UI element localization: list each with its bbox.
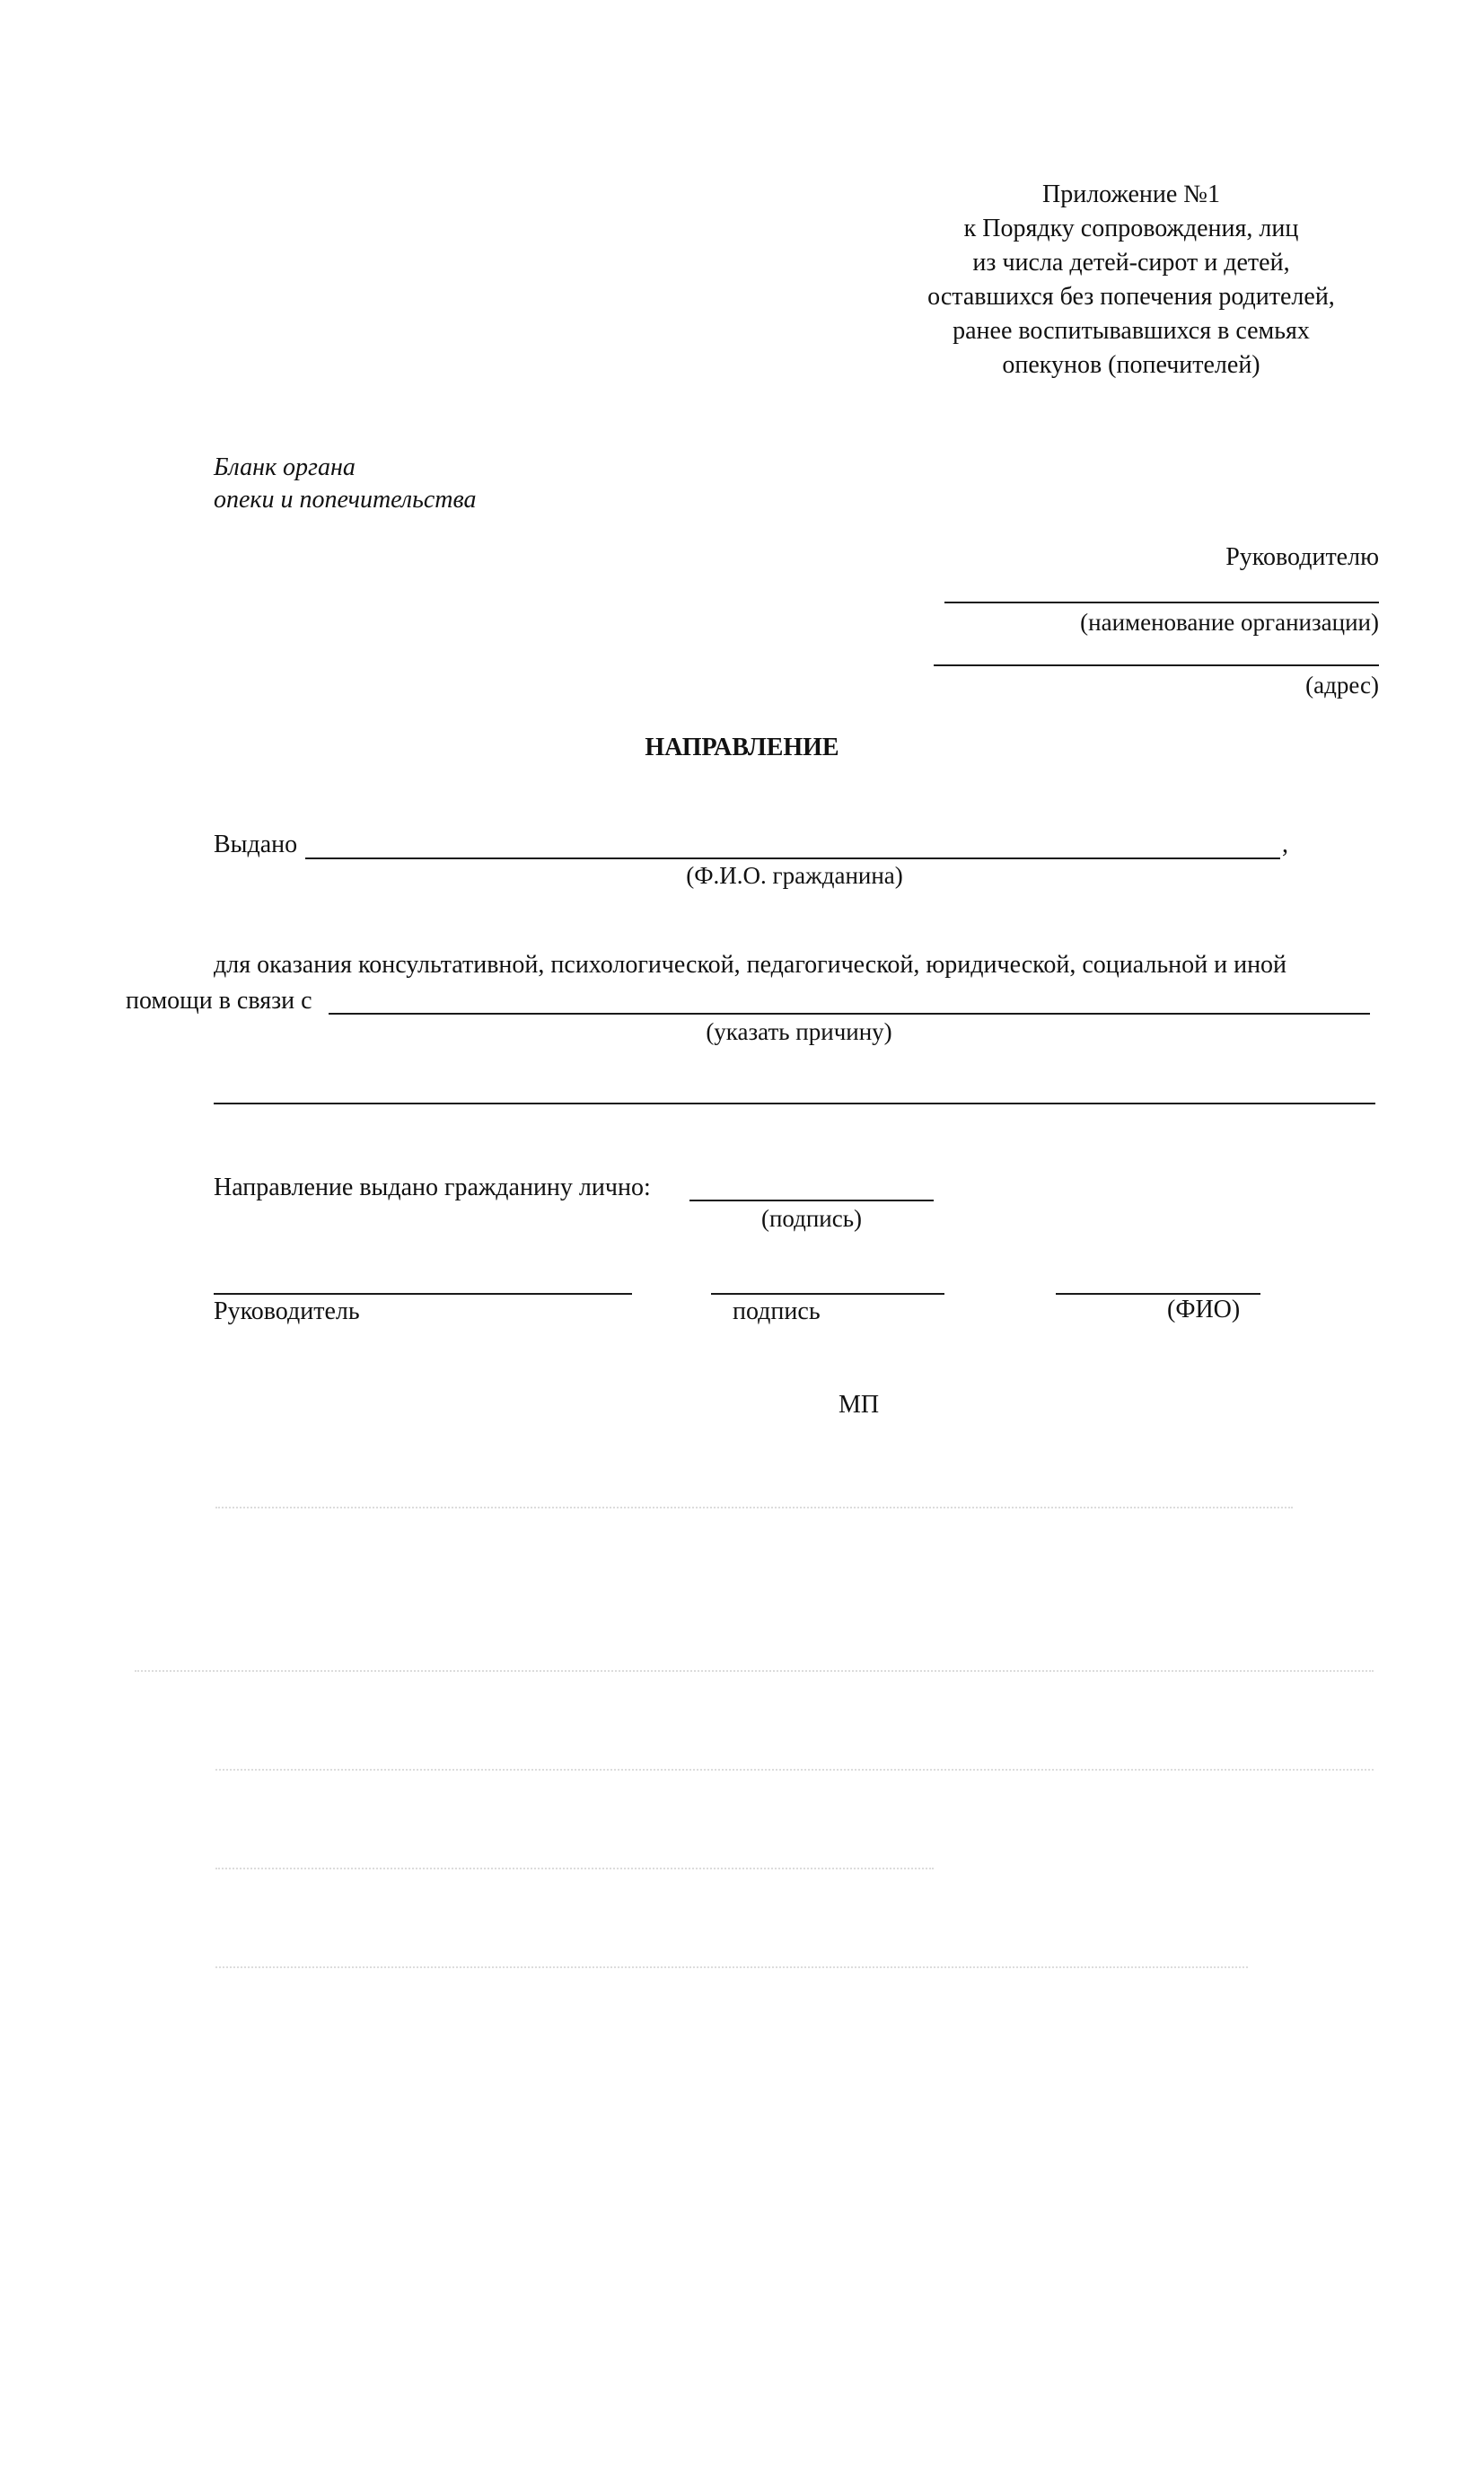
- appendix-line: оставшихся без попечения родителей,: [927, 283, 1335, 311]
- address-line[interactable]: [934, 664, 1379, 666]
- reason-caption: (указать причину): [706, 1018, 892, 1045]
- addressee-label: Руководителю: [1225, 543, 1379, 571]
- organization-name-caption: (наименование организации): [1080, 609, 1379, 636]
- document-title: НАПРАВЛЕНИЕ: [645, 734, 839, 761]
- appendix-line: ранее воспитывавшихся в семьях: [953, 317, 1310, 345]
- appendix-number: Приложение №1: [1042, 180, 1220, 208]
- citizen-signature-caption: (подпись): [760, 1205, 863, 1232]
- head-label: Руководитель: [214, 1297, 360, 1325]
- appendix-line: к Порядку сопровождения, лиц: [963, 215, 1299, 242]
- head-fio-caption: (ФИО): [1167, 1296, 1241, 1323]
- purpose-text-line1: для оказания консультативной, психологической, педагогической, юридической, социальной и иной: [214, 951, 1287, 979]
- stamp-place: МП: [839, 1391, 880, 1419]
- letterhead-line: опеки и попечительства: [214, 486, 477, 514]
- address-caption: (адрес): [1305, 672, 1379, 699]
- issued-label: Выдано: [214, 831, 298, 858]
- handed-label: Направление выдано гражданину лично:: [214, 1174, 651, 1201]
- citizen-name-caption: (Ф.И.О. гражданина): [686, 862, 903, 889]
- reason-continuation-line[interactable]: [214, 1103, 1375, 1104]
- purpose-text-line2: помощи в связи с: [126, 987, 312, 1015]
- letterhead-line: Бланк органа: [214, 453, 356, 481]
- appendix-line: опекунов (попечителей): [1002, 351, 1260, 379]
- appendix-line: из числа детей-сирот и детей,: [972, 249, 1290, 277]
- organization-name-line[interactable]: [944, 602, 1379, 603]
- issued-trailing-comma: ,: [1282, 831, 1288, 858]
- head-signature-caption: подпись: [733, 1297, 821, 1325]
